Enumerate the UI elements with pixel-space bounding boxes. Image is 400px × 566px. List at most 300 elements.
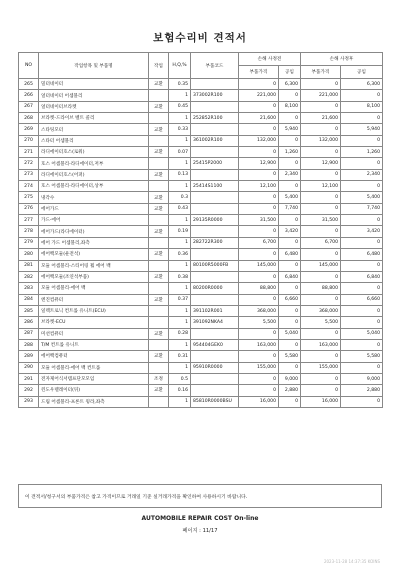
cell-work <box>149 158 169 169</box>
table-row <box>19 373 383 384</box>
cell-no: 266 <box>19 90 39 101</box>
cell-work: 조정 <box>149 373 169 384</box>
cell-l1: 6,660 <box>279 294 301 305</box>
cell-p1: 0 <box>239 294 279 305</box>
cell-work: 교환 <box>149 271 169 282</box>
cell-p1: 0 <box>239 147 279 158</box>
cell-p2: 155,000 <box>301 362 341 373</box>
cell-name: 브라켓-ECU <box>39 317 149 328</box>
table-row <box>19 260 383 271</box>
cell-l2: 0 <box>341 283 383 294</box>
cell-no: 285 <box>19 305 39 316</box>
cell-code: 391102R001 <box>191 305 239 316</box>
cell-p1: 0 <box>239 101 279 112</box>
cell-p2: 6,700 <box>301 237 341 248</box>
cell-hq: 0.13 <box>169 169 191 180</box>
cell-name: 스타팅모터 <box>39 124 149 135</box>
cell-p2: 88,800 <box>301 283 341 294</box>
cell-hq: 1 <box>169 181 191 192</box>
cell-l1: 0 <box>279 135 301 146</box>
cell-p2: 0 <box>301 328 341 339</box>
cell-name: 얼터네이터브라켓 <box>39 101 149 112</box>
cell-l2: 2,340 <box>341 169 383 180</box>
cell-p2: 0 <box>301 192 341 203</box>
page-number: 페이지 : 11/17 <box>182 528 218 534</box>
cell-l2: 5,580 <box>341 351 383 362</box>
cell-l2: 6,660 <box>341 294 383 305</box>
cell-l2: 1,260 <box>341 147 383 158</box>
cell-no: 272 <box>19 158 39 169</box>
table-row <box>19 283 383 294</box>
cell-work: 교환 <box>149 226 169 237</box>
table-row <box>19 203 383 214</box>
cell-l2: 0 <box>341 181 383 192</box>
col-part-price-header: 부품가격 <box>239 66 279 79</box>
cell-l1: 0 <box>279 305 301 316</box>
cell-name: 모듈 어셈블리-스티어링 휠 에어 백 <box>39 260 149 271</box>
cell-code <box>191 271 239 282</box>
cell-no: 271 <box>19 147 39 158</box>
cell-l1: 5,580 <box>279 351 301 362</box>
cell-l2: 0 <box>341 260 383 271</box>
cell-l2: 0 <box>341 339 383 350</box>
cell-code: 95910R0000 <box>191 362 239 373</box>
cell-p2: 0 <box>301 124 341 135</box>
cell-hq: 0.31 <box>169 351 191 362</box>
cell-work: 교환 <box>149 351 169 362</box>
cell-work: 교환 <box>149 385 169 396</box>
cell-p1: 163,000 <box>239 339 279 350</box>
cell-code: 954404GEK0 <box>191 339 239 350</box>
cell-l2: 6,840 <box>341 271 383 282</box>
cell-l2: 2,880 <box>341 385 383 396</box>
cell-p2: 0 <box>301 271 341 282</box>
cell-name: 일렉트로닉 컨트롤 유니트(ECU) <box>39 305 149 316</box>
cell-p2: 0 <box>301 351 341 362</box>
table-row <box>19 79 383 90</box>
cell-no: 269 <box>19 124 39 135</box>
cell-name: 얼터네이터 어셈블리 <box>39 90 149 101</box>
col-labor2-header: 공임 <box>341 66 383 79</box>
cell-l1: 7,740 <box>279 203 301 214</box>
cell-hq: 0.16 <box>169 385 191 396</box>
cell-code: 80200R0000 <box>191 283 239 294</box>
cell-code <box>191 328 239 339</box>
col-part-price2-header: 부품가격 <box>301 66 341 79</box>
cell-name: 가드-에어 <box>39 215 149 226</box>
cell-code: 29135R0000 <box>191 215 239 226</box>
cell-p1: 31,500 <box>239 215 279 226</box>
cell-no: 288 <box>19 339 39 350</box>
cell-hq: 1 <box>169 283 191 294</box>
cell-p2: 31,500 <box>301 215 341 226</box>
cell-name: 엔진컴퓨터 <box>39 294 149 305</box>
cell-hq: 0.07 <box>169 147 191 158</box>
cell-hq: 1 <box>169 135 191 146</box>
cell-l2: 0 <box>341 215 383 226</box>
table-row <box>19 328 383 339</box>
cell-code <box>191 294 239 305</box>
cell-p1: 88,800 <box>239 283 279 294</box>
cell-name: 모듈 어셈블리-에어 백 <box>39 283 149 294</box>
cell-hq: 1 <box>169 260 191 271</box>
cell-work <box>149 396 169 407</box>
cell-work <box>149 181 169 192</box>
cell-p1: 145,000 <box>239 260 279 271</box>
cell-p2: 21,600 <box>301 113 341 124</box>
cell-name: 라디에이터호스(어퍼) <box>39 169 149 180</box>
cell-l2: 8,100 <box>341 101 383 112</box>
cell-work: 교환 <box>149 294 169 305</box>
cell-no: 292 <box>19 385 39 396</box>
cell-p2: 0 <box>301 169 341 180</box>
cell-name: 라디에이터호스(로워) <box>39 147 149 158</box>
cell-p2: 0 <box>301 385 341 396</box>
cell-p2: 0 <box>301 203 341 214</box>
cell-no: 283 <box>19 283 39 294</box>
estimate-rows <box>19 79 383 408</box>
cell-hq: 1 <box>169 305 191 316</box>
cell-work <box>149 283 169 294</box>
cell-hq: 0.37 <box>169 294 191 305</box>
col-hq-header: H,Q,% <box>169 53 191 79</box>
cell-p2: 16,000 <box>301 396 341 407</box>
cell-l1: 8,100 <box>279 101 301 112</box>
cell-l1: 0 <box>279 158 301 169</box>
cell-l1: 0 <box>279 317 301 328</box>
cell-l2: 0 <box>341 362 383 373</box>
cell-code <box>191 192 239 203</box>
cell-l2: 6,480 <box>341 249 383 260</box>
cell-name: 스타터 어셈블리 <box>39 135 149 146</box>
cell-work <box>149 305 169 316</box>
cell-hq: 1 <box>169 158 191 169</box>
cell-hq: 0.45 <box>169 101 191 112</box>
cell-code: 361002R100 <box>191 135 239 146</box>
table-row <box>19 192 383 203</box>
cell-p2: 5,500 <box>301 317 341 328</box>
cell-name: 드림 어셈블리-프론트 윙라,좌측 <box>39 396 149 407</box>
cell-no: 293 <box>19 396 39 407</box>
cell-work: 교환 <box>149 79 169 90</box>
cell-p2: 368,000 <box>301 305 341 316</box>
table-row <box>19 271 383 282</box>
cell-no: 278 <box>19 226 39 237</box>
cell-hq: 0.35 <box>169 79 191 90</box>
table-row <box>19 396 383 407</box>
cell-work: 교환 <box>149 328 169 339</box>
table-row <box>19 113 383 124</box>
cell-code <box>191 101 239 112</box>
cell-p1: 16,000 <box>239 396 279 407</box>
cell-code <box>191 249 239 260</box>
table-row <box>19 317 383 328</box>
cell-l1: 1,260 <box>279 147 301 158</box>
cell-p1: 0 <box>239 203 279 214</box>
cell-no: 274 <box>19 181 39 192</box>
cell-l1: 0 <box>279 181 301 192</box>
table-row <box>19 362 383 373</box>
cell-p2: 0 <box>301 249 341 260</box>
col-work-header: 작업 <box>149 53 169 79</box>
cell-work <box>149 215 169 226</box>
cell-p1: 221,000 <box>239 90 279 101</box>
cell-l2: 0 <box>341 396 383 407</box>
cell-no: 267 <box>19 101 39 112</box>
cell-work: 교환 <box>149 203 169 214</box>
cell-code: 80100R5000FB <box>191 260 239 271</box>
col-no-header: NO <box>19 53 39 79</box>
cell-p1: 0 <box>239 328 279 339</box>
cell-l2: 9,000 <box>341 373 383 384</box>
cell-p2: 132,000 <box>301 135 341 146</box>
table-row <box>19 124 383 135</box>
cell-no: 290 <box>19 362 39 373</box>
col-labor-header: 공임 <box>279 66 301 79</box>
cell-no: 265 <box>19 79 39 90</box>
cell-l1: 0 <box>279 362 301 373</box>
cell-name: 브라켓-드라이브 벨트 콜리 <box>39 113 149 124</box>
cell-p1: 0 <box>239 385 279 396</box>
footer-title: AUTOMOBILE REPAIR COST On-line <box>141 515 259 522</box>
cell-hq: 1 <box>169 113 191 124</box>
cell-code <box>191 373 239 384</box>
cell-code: 25414S1100 <box>191 181 239 192</box>
cell-l1: 2,880 <box>279 385 301 396</box>
cell-l1: 0 <box>279 260 301 271</box>
cell-hq: 0.36 <box>169 249 191 260</box>
cell-hq: 1 <box>169 317 191 328</box>
table-row <box>19 90 383 101</box>
cell-hq: 0.33 <box>169 124 191 135</box>
cell-l1: 0 <box>279 90 301 101</box>
cell-no: 286 <box>19 317 39 328</box>
cell-name: 미션컴퓨터 <box>39 328 149 339</box>
print-timestamp: 2023-11-28 14:37:35 KOINS <box>323 559 380 564</box>
cell-code <box>191 124 239 135</box>
cell-p2: 0 <box>301 373 341 384</box>
cell-no: 268 <box>19 113 39 124</box>
cell-l1: 3,420 <box>279 226 301 237</box>
cell-l2: 0 <box>341 135 383 146</box>
cell-name: 냉각수 <box>39 192 149 203</box>
cell-p2: 12,900 <box>301 158 341 169</box>
cell-p1: 0 <box>239 249 279 260</box>
estimate-table <box>18 52 383 408</box>
price-notice: 이 견적서/청구서의 부품가격은 참고 가격이므로 거래일 기준 실거래가격을 확인하여 사용하시기 바랍니다. <box>18 484 382 508</box>
table-row <box>19 249 383 260</box>
cell-p2: 12,100 <box>301 181 341 192</box>
table-row <box>19 101 383 112</box>
cell-p2: 0 <box>301 79 341 90</box>
cell-l1: 0 <box>279 339 301 350</box>
cell-p1: 0 <box>239 169 279 180</box>
table-row <box>19 169 383 180</box>
table-row <box>19 158 383 169</box>
cell-code <box>191 351 239 362</box>
cell-hq: 1 <box>169 215 191 226</box>
cell-p2: 163,000 <box>301 339 341 350</box>
cell-p1: 21,600 <box>239 113 279 124</box>
cell-l2: 0 <box>341 237 383 248</box>
table-row <box>19 351 383 362</box>
cell-hq: 0.43 <box>169 203 191 214</box>
cell-work: 교환 <box>149 124 169 135</box>
cell-no: 277 <box>19 215 39 226</box>
cell-no: 273 <box>19 169 39 180</box>
cell-l2: 0 <box>341 113 383 124</box>
cell-code <box>191 169 239 180</box>
cell-p1: 0 <box>239 79 279 90</box>
cell-work <box>149 339 169 350</box>
cell-hq: 0.3 <box>169 192 191 203</box>
cell-no: 270 <box>19 135 39 146</box>
cell-code: 252852R100 <box>191 113 239 124</box>
cell-hq: 0.19 <box>169 226 191 237</box>
col-code-header: 부품코드 <box>191 53 239 79</box>
cell-no: 291 <box>19 373 39 384</box>
cell-code <box>191 147 239 158</box>
cell-p1: 132,000 <box>239 135 279 146</box>
cell-p1: 0 <box>239 351 279 362</box>
cell-p2: 0 <box>301 226 341 237</box>
cell-name: 밀터네이터 <box>39 79 149 90</box>
cell-l2: 5,940 <box>341 124 383 135</box>
cell-no: 282 <box>19 271 39 282</box>
table-row <box>19 147 383 158</box>
cell-p2: 0 <box>301 147 341 158</box>
cell-l2: 7,740 <box>341 203 383 214</box>
col-name-header: 작업항목 및 부품명 <box>39 53 149 79</box>
cell-l1: 2,340 <box>279 169 301 180</box>
cell-l2: 5,400 <box>341 192 383 203</box>
cell-hq: 1 <box>169 90 191 101</box>
cell-hq: 1 <box>169 396 191 407</box>
cell-l2: 6,300 <box>341 79 383 90</box>
cell-l1: 0 <box>279 283 301 294</box>
cell-p1: 12,100 <box>239 181 279 192</box>
cell-code: 373002R100 <box>191 90 239 101</box>
cell-l1: 5,400 <box>279 192 301 203</box>
cell-p1: 155,000 <box>239 362 279 373</box>
after-adjust-header: 손해 사정후 <box>301 53 383 66</box>
cell-name: 에어백모듈(조연석부품) <box>39 271 149 282</box>
cell-work <box>149 113 169 124</box>
cell-p2: 0 <box>301 294 341 305</box>
cell-hq: 0.38 <box>169 271 191 282</box>
cell-hq: 1 <box>169 362 191 373</box>
cell-no: 275 <box>19 192 39 203</box>
cell-work <box>149 260 169 271</box>
cell-l1: 0 <box>279 113 301 124</box>
cell-l1: 0 <box>279 215 301 226</box>
cell-l1: 6,840 <box>279 271 301 282</box>
cell-l2: 0 <box>341 317 383 328</box>
cell-l2: 0 <box>341 90 383 101</box>
cell-l1: 6,480 <box>279 249 301 260</box>
cell-name: 전자제어식서템프단모모임 <box>39 373 149 384</box>
cell-p1: 0 <box>239 124 279 135</box>
table-row <box>19 226 383 237</box>
cell-l2: 0 <box>341 305 383 316</box>
cell-work: 교환 <box>149 147 169 158</box>
before-adjust-header: 손해 사정전 <box>239 53 301 66</box>
cell-no: 281 <box>19 260 39 271</box>
cell-hq: 0.28 <box>169 328 191 339</box>
cell-p1: 0 <box>239 373 279 384</box>
cell-name: T/M 컨트롤 유니트 <box>39 339 149 350</box>
cell-code: 391092NKA4 <box>191 317 239 328</box>
cell-p2: 145,000 <box>301 260 341 271</box>
cell-l1: 0 <box>279 237 301 248</box>
cell-l1: 5,040 <box>279 328 301 339</box>
table-row <box>19 181 383 192</box>
cell-code <box>191 79 239 90</box>
cell-name: 호스 어셈블리-라디에이터,저부 <box>39 158 149 169</box>
table-row <box>19 237 383 248</box>
cell-l1: 6,300 <box>279 79 301 90</box>
cell-name: 호스 어셈블리-라디에이터,상부 <box>39 181 149 192</box>
cell-p1: 0 <box>239 192 279 203</box>
cell-name: 에어 가드 어셈블리,좌측 <box>39 237 149 248</box>
cell-l1: 9,000 <box>279 373 301 384</box>
cell-work: 교환 <box>149 169 169 180</box>
cell-code: 85810R0000BSU <box>191 396 239 407</box>
cell-p1: 0 <box>239 226 279 237</box>
cell-hq: 0.5 <box>169 373 191 384</box>
cell-no: 287 <box>19 328 39 339</box>
cell-work: 교환 <box>149 249 169 260</box>
cell-code <box>191 203 239 214</box>
cell-l2: 3,420 <box>341 226 383 237</box>
cell-work <box>149 317 169 328</box>
cell-p1: 12,900 <box>239 158 279 169</box>
table-row <box>19 339 383 350</box>
cell-no: 280 <box>19 249 39 260</box>
cell-p1: 6,700 <box>239 237 279 248</box>
table-row <box>19 135 383 146</box>
cell-no: 276 <box>19 203 39 214</box>
cell-code <box>191 226 239 237</box>
cell-name: 모듈 어셈블리-에어 백 컨트롤 <box>39 362 149 373</box>
cell-code: 282722R300 <box>191 237 239 248</box>
cell-p1: 5,500 <box>239 317 279 328</box>
cell-work <box>149 90 169 101</box>
cell-no: 284 <box>19 294 39 305</box>
cell-no: 289 <box>19 351 39 362</box>
cell-p2: 0 <box>301 101 341 112</box>
table-row <box>19 305 383 316</box>
table-row <box>19 294 383 305</box>
cell-l1: 0 <box>279 396 301 407</box>
cell-work <box>149 237 169 248</box>
cell-work: 교환 <box>149 192 169 203</box>
cell-p1: 368,000 <box>239 305 279 316</box>
cell-no: 279 <box>19 237 39 248</box>
cell-work <box>149 135 169 146</box>
cell-l2: 5,040 <box>341 328 383 339</box>
cell-name: 윈도우렐레이터(뒤) <box>39 385 149 396</box>
cell-name: 에어백모듈(운전석) <box>39 249 149 260</box>
cell-work <box>149 362 169 373</box>
cell-name: 에어백컴퓨터 <box>39 351 149 362</box>
cell-p2: 221,000 <box>301 90 341 101</box>
table-row <box>19 215 383 226</box>
cell-p1: 0 <box>239 271 279 282</box>
cell-code <box>191 385 239 396</box>
cell-work: 교환 <box>149 101 169 112</box>
cell-l1: 5,940 <box>279 124 301 135</box>
